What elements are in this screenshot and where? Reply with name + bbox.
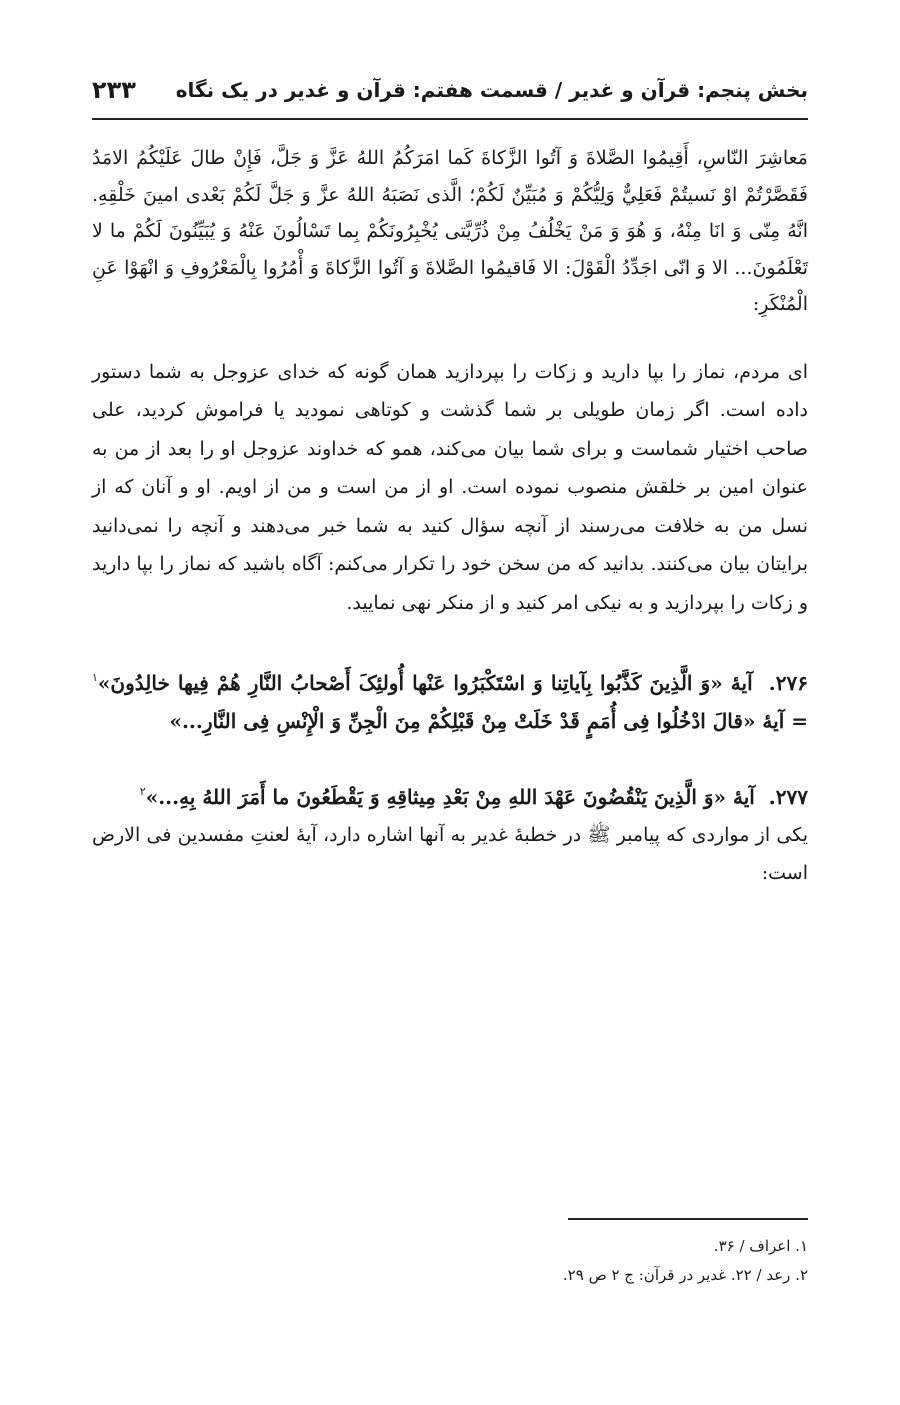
- header-divider: [92, 118, 808, 120]
- footnote-2: ۲. رعد / ۲۲. غدیر در قرآن: ج ۲ ص ۲۹.: [562, 1266, 808, 1284]
- verse-277: [92, 778, 808, 816]
- running-title: بخش پنجم: قرآن و غدیر / قسمت هفتم: قرآن و غدیر در یک نگاه: [175, 78, 808, 102]
- verse-276-text-b: = آیهٔ «قالَ ادْخُلُوا فِی أُمَمٍ قَدْ خَلَتْ مِنْ قَبْلِکُمْ مِنَ الْجِنِّ وَ الْإِنْسِ فِی النَّارِ...»: [169, 709, 808, 733]
- footnote-divider: [568, 1218, 808, 1220]
- arabic-sermon-text: مَعاشِرَ النّاسِ، أَقِيمُوا الصَّلاةَ وَ آتُوا الزَّكاةَ كَما امَرَكُمُ اللهُ عَزَّ وَ جَلَّ، فَإِنْ طالَ عَلَيْكُمُ الامَدُ فَقَصَّرْتُمْ اوْ نَسيتُمْ فَعَلِيٌّ وَلِيُّكُمْ وَ مُبَيِّنٌ لَكُمْ؛ الَّذى نَصَبَهُ اللهُ عزَّ وَ جَلَّ لَكُمْ بَعْدى امينَ خَلْقِهِ. انَّهُ مِنّى وَ انَا مِنْهُ، وَ هُوَ وَ مَنْ يَخْلُفُ مِنْ ذُرِّيَّتى يُخْبِرُونَكُمْ بِما تَسْالُونَ عَنْهُ وَ يُبَيِّنُونَ لَكُمْ ما لا تَعْلَمُونَ... الا وَ انّى اجَدِّدُ الْقَوْلَ: الا فَاقيمُوا الصَّلاةَ وَ آتُوا الزَّكاةَ وَ أْمُرُوا بِالْمَعْرُوفِ وَ انْهَوْا عَنِ الْمُنْكَرِ:: [92, 147, 808, 315]
- page-body: [92, 140, 808, 892]
- verse-277-intro: یکی از مواردی که پیامبر ﷺ در خطبهٔ غدیر به آنها اشاره دارد، آیهٔ لعنتِ مفسدین فی الارض است:: [92, 824, 808, 884]
- footnotes: [92, 1232, 808, 1290]
- verse-277-text: آیهٔ «وَ الَّذِینَ یَنْقُضُونَ عَهْدَ اللهِ مِنْ بَعْدِ مِیثاقِهِ وَ یَقْطَعُونَ ما أَمَرَ اللهُ بِهِ...»: [145, 785, 755, 809]
- verse-276-text-a: آیهٔ «وَ الَّذِینَ کَذَّبُوا بِآیاتِنا وَ اسْتَکْبَرُوا عَنْها أُولئِکَ أَصْحابُ النَّارِ هُمْ فِیها خالِدُونَ»: [97, 671, 753, 695]
- page-number: ۲۳۳: [92, 76, 136, 104]
- verse-276: [92, 664, 808, 740]
- verse-277-number: ۲۷۷.: [768, 785, 808, 809]
- persian-translation: ای مردم، نماز را بپا دارید و زکات را بپردازید همان گونه که خدای عزوجل به شما دستور داده است. اگر زمان طویلی بر شما گذشت و کوتاهی نمودید یا فراموش کردید، علی صاحب اختیار شماست و برای شما بیان می‌کند، همو که خداوند عزوجل او را بعد از من به عنوان امین بر خلقش منصوب نموده است. او از من است و من از اویم. او و آنان که از نسل من به خلافت می‌رسند از آنچه سؤال کنید به شما خبر می‌دهند و آنچه را نمی‌دانید برایتان بیان می‌کنند. بدانید که من سخن خود را تکرار می‌کنم: آگاه باشید که نماز را بپا دارید و زکات را بپردازید و به نیکی امر کنید و از منکر نهی نمایید.: [92, 360, 808, 614]
- verse-276-number: ۲۷۶.: [768, 671, 808, 695]
- page-header: [92, 70, 808, 110]
- footnote-1: ۱. اعراف / ۳۶.: [713, 1237, 808, 1255]
- footnote-ref-2: ۲: [139, 785, 146, 798]
- footnote-ref-1: ۱: [92, 671, 98, 684]
